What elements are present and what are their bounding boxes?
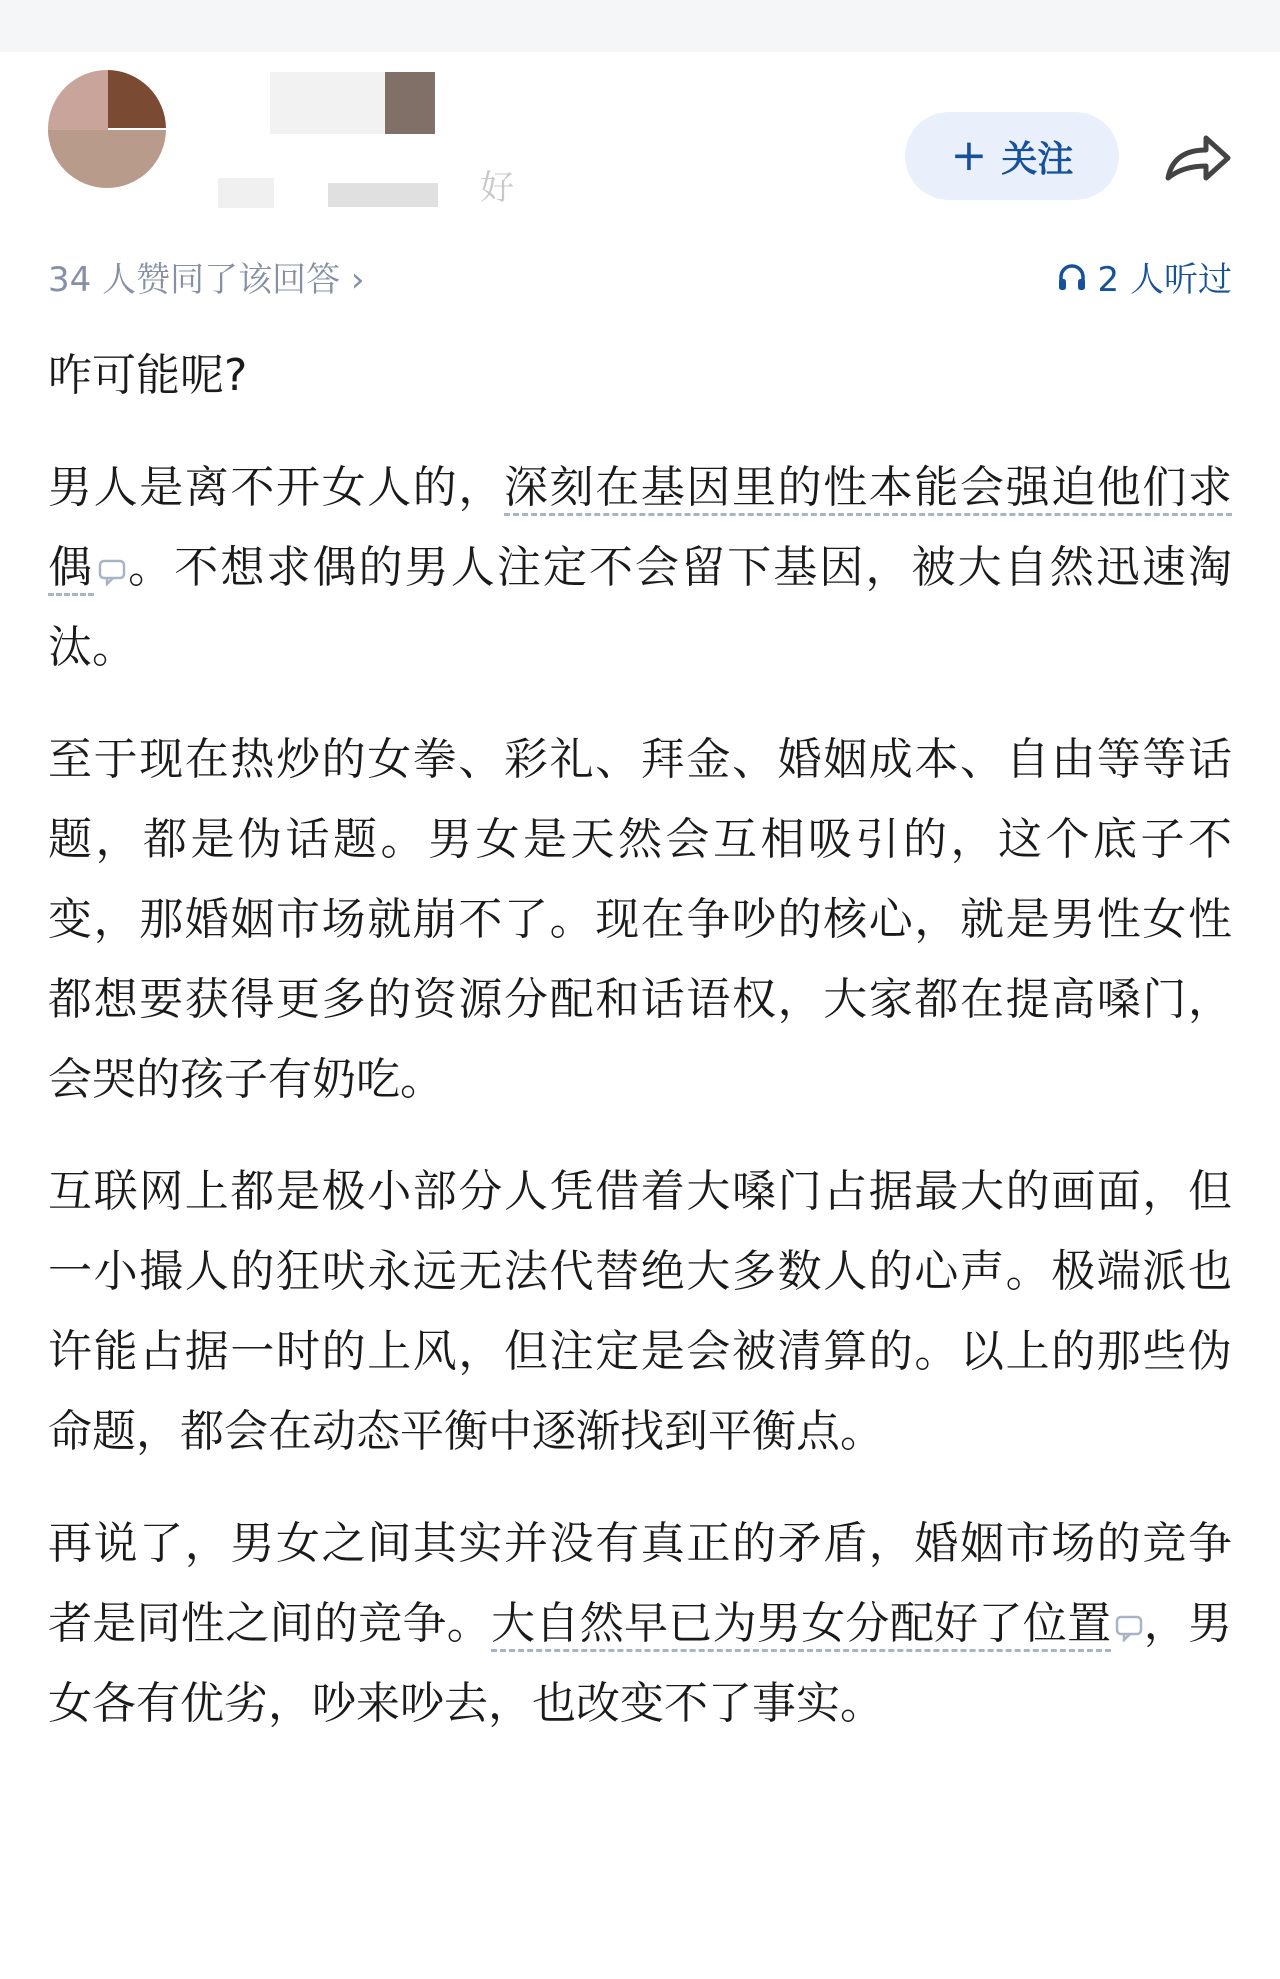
name-mosaic-block bbox=[385, 72, 435, 134]
top-divider-strip bbox=[0, 0, 1280, 52]
answer-paragraph bbox=[48, 448, 1232, 688]
annotation-link[interactable]: 大自然早已为男女分配好了位置 bbox=[491, 1598, 1111, 1652]
answer-paragraph bbox=[48, 1152, 1232, 1472]
headphones-icon bbox=[1056, 261, 1088, 293]
answer-text: 至于现在热炒的女拳、彩礼、拜金、婚姻成本、自由等等话题，都是伪话题。男女是天然会互相吸引的，这个底子不变，那婚姻市场就崩不了。现在争吵的核心，就是男性女性都想要获得更多的资源分配和话语权，大家都在提高嗓门，会哭的孩子有奶吃。 bbox=[48, 734, 1232, 1105]
follow-label: 关注 bbox=[1001, 138, 1074, 180]
plus-icon: + bbox=[950, 130, 988, 181]
listen-count[interactable] bbox=[1056, 252, 1232, 301]
likes-count-link[interactable]: 34 人赞同了该回答 › bbox=[48, 260, 365, 300]
answer-text: ，男女各有优劣，吵来吵去，也改变不了事实。 bbox=[48, 1598, 1233, 1729]
answer-text: 咋可能呢? bbox=[48, 350, 248, 401]
answer-paragraph bbox=[48, 1504, 1232, 1744]
author-avatar[interactable] bbox=[48, 70, 166, 188]
answer-text: 互联网上都是极小部分人凭借着大嗓门占据最大的画面，但一小撮人的狂吠永远无法代替绝大多数人的心声。极端派也许能占据一时的上风，但注定是会被清算的。以上的那些伪命题，都会在动态平衡中逐渐找到平衡点。 bbox=[48, 1166, 1232, 1457]
comment-bubble-icon[interactable] bbox=[98, 558, 126, 586]
answer-text: 男人是离不开女人的， bbox=[48, 462, 504, 513]
answer-paragraph bbox=[48, 720, 1232, 1120]
name-mosaic-block bbox=[218, 178, 274, 208]
answer-content bbox=[48, 336, 1232, 1776]
avatar-mosaic-block bbox=[108, 70, 166, 128]
answer-text: 再说了，男女之间其实并没有真正的矛盾，婚姻市场的竞争者是同性之间的竞争。 bbox=[48, 1518, 1232, 1649]
answer-text: 。不想求偶的男人注定不会留下基因，被大自然迅速淘汰。 bbox=[48, 542, 1233, 673]
author-headline: 好 bbox=[480, 168, 515, 208]
listen-count-label: 2 人听过 bbox=[1097, 260, 1232, 300]
answer-paragraph bbox=[48, 336, 1232, 416]
share-arrow-icon[interactable] bbox=[1162, 128, 1232, 188]
headline-mosaic-block bbox=[328, 183, 438, 207]
name-mosaic-block bbox=[270, 72, 390, 134]
annotation-link[interactable]: 深刻在基因里的性本能会强迫他们求偶 bbox=[48, 462, 1232, 596]
comment-bubble-icon[interactable] bbox=[1115, 1614, 1143, 1642]
stats-row bbox=[48, 248, 1232, 304]
avatar-mosaic-block bbox=[48, 130, 166, 188]
follow-button[interactable] bbox=[905, 112, 1119, 200]
